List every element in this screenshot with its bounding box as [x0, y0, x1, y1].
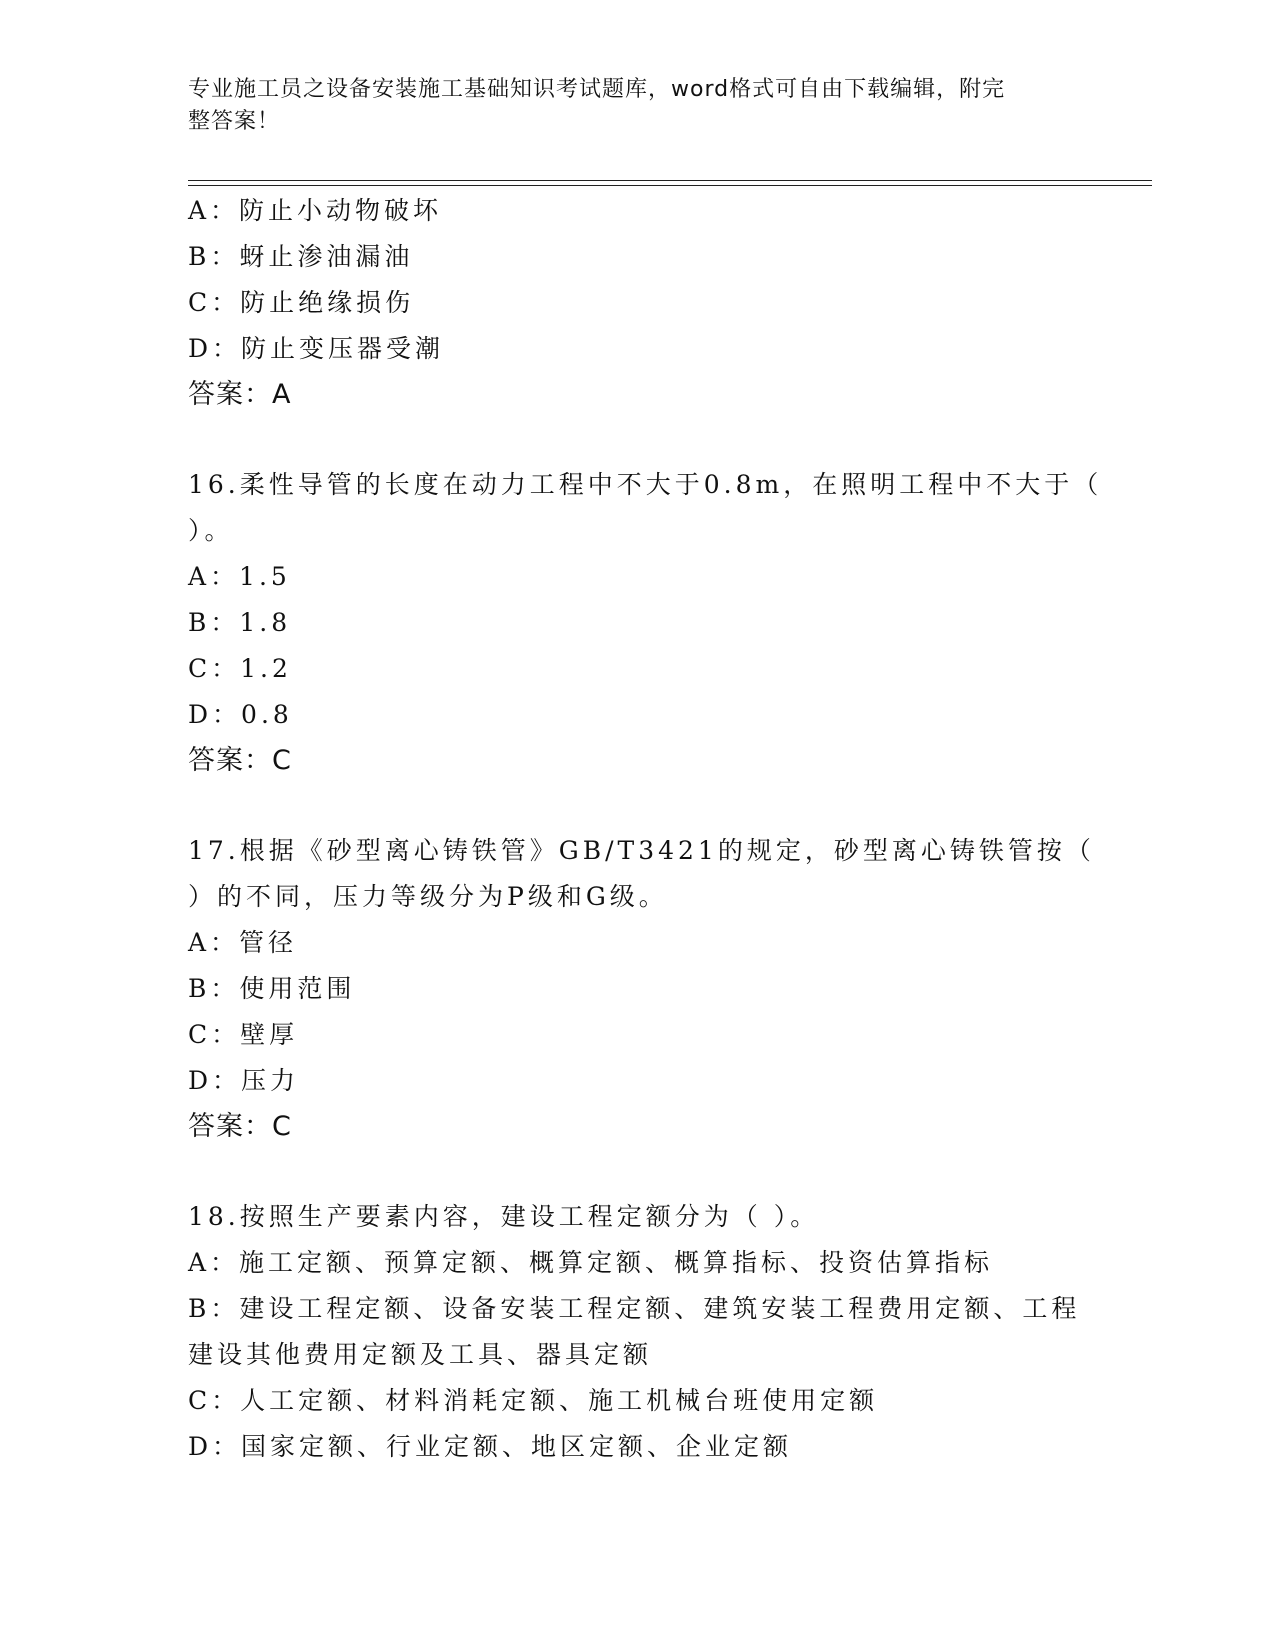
- option-c: C：防止绝缘损伤: [188, 288, 415, 317]
- option-a: A：1.5: [188, 562, 291, 591]
- option-b-line-1: B：建设工程定额、设备安装工程定额、建筑安装工程费用定额、工程: [188, 1294, 1081, 1323]
- option-d: D：0.8: [188, 700, 293, 729]
- option-a: A：施工定额、预算定额、概算定额、概算指标、投资估算指标: [188, 1248, 994, 1277]
- option-c: C：人工定额、材料消耗定额、施工机械台班使用定额: [188, 1386, 879, 1415]
- header-divider-top: [188, 180, 1152, 181]
- answer: 答案：C: [188, 1111, 292, 1142]
- option-d: D：压力: [188, 1066, 300, 1095]
- header-divider-bottom: [188, 185, 1152, 186]
- header-line-2: 整答案！: [188, 109, 281, 134]
- question-stem-line-2: ）。: [188, 516, 234, 545]
- option-c: C：1.2: [188, 654, 292, 683]
- option-a: A：管径: [188, 928, 298, 957]
- question-17: [188, 828, 1095, 1150]
- question-stem-line-2: ）的不同，压力等级分为P级和G级。: [188, 882, 668, 911]
- document-header: [188, 74, 1068, 138]
- option-b: B：1.8: [188, 608, 292, 637]
- question-stem-line-1: 16.柔性导管的长度在动力工程中不大于0.8m，在照明工程中不大于（: [188, 470, 1103, 499]
- answer: 答案：A: [188, 379, 292, 410]
- option-b-line-2: 建设其他费用定额及工具、器具定额: [188, 1340, 653, 1369]
- answer: 答案：C: [188, 745, 292, 776]
- question-stem: 18.按照生产要素内容，建设工程定额分为（ ）。: [188, 1202, 820, 1231]
- option-c: C：壁厚: [188, 1020, 299, 1049]
- option-d: D：防止变压器受潮: [188, 334, 445, 363]
- header-line-1: 专业施工员之设备安装施工基础知识考试题库，word格式可自由下载编辑，附完: [188, 77, 1006, 102]
- option-d: D：国家定额、行业定额、地区定额、企业定额: [188, 1432, 793, 1461]
- question-16: [188, 462, 1103, 784]
- option-b: B：使用范围: [188, 974, 356, 1003]
- question-18: [188, 1194, 1088, 1470]
- question-list: [188, 188, 1103, 1470]
- option-b: B：蚜止渗油漏油: [188, 242, 414, 271]
- question-15: [188, 188, 1088, 418]
- spacer: [188, 784, 1088, 828]
- spacer: [188, 1150, 1088, 1194]
- question-stem-line-1: 17.根据《砂型离心铸铁管》GB/T3421的规定，砂型离心铸铁管按（: [188, 836, 1095, 865]
- option-a: A：防止小动物破坏: [188, 196, 443, 225]
- spacer: [188, 418, 1088, 462]
